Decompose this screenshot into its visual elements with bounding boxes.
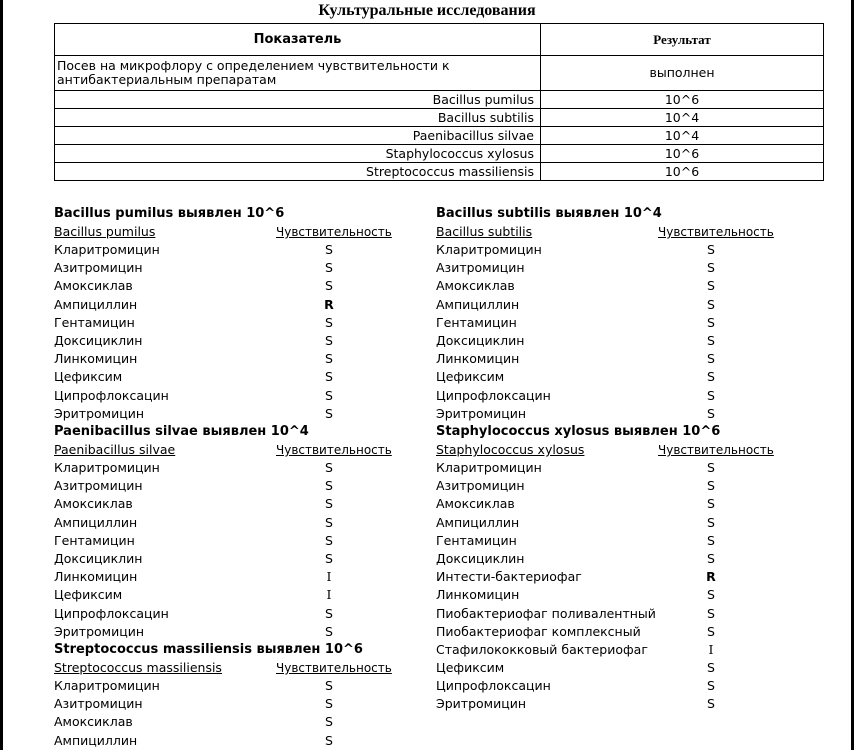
antibiotic-name: Гентамицин [436,532,517,548]
antibiotic-row [436,241,776,259]
sensitivity-result: S [325,314,333,330]
section-subheader [54,441,394,459]
sensitivity-result: S [707,242,715,257]
antibiotic-row [436,514,776,532]
sensitivity-result: S [707,696,715,712]
organism-label: Staphylococcus xylosus [436,442,585,457]
antibiotic-row [54,532,394,550]
antibiotic-row [436,695,776,713]
sensitivity-section-streptococcus-massiliensis [54,641,394,750]
table-row [55,163,824,181]
antibiotic-row [54,586,394,604]
antibiotic-name: Ципрофлоксацин [54,605,169,621]
sensitivity-label: Чувствительность [658,443,774,457]
sensitivity-label: Чувствительность [276,661,392,675]
antibiotic-row [54,514,394,532]
antibiotic-row [54,550,394,568]
sensitivity-result: S [325,478,333,494]
sensitivity-result: S [707,405,715,421]
antibiotic-name: Амоксиклав [436,496,515,512]
sensitivity-result: S [325,278,333,294]
antibiotic-row [436,550,776,568]
table-row [55,91,824,109]
antibiotic-row [436,296,776,314]
sensitivity-result: S [325,714,333,730]
antibiotic-row [54,495,394,513]
organism-name: Bacillus subtilis [55,109,541,127]
table-row [55,145,824,163]
antibiotic-row [54,259,394,277]
sensitivity-section-staphylococcus-xylosus [436,423,776,714]
antibiotic-name: Линкомицин [54,351,138,367]
sensitivity-result: S [325,623,333,639]
antibiotic-name: Стафилококковый бактериофаг [436,641,648,657]
antibiotic-name: Гентамицин [436,314,517,330]
antibiotic-name: Азитромицин [436,260,525,276]
sensitivity-result: S [707,605,715,621]
sensitivity-result: S [707,514,715,530]
antibiotic-row [54,241,394,259]
sensitivity-result: S [325,387,333,403]
results-table [54,23,824,181]
sensitivity-result: S [707,351,715,367]
antibiotic-name: Линкомицин [54,569,138,585]
section-title: Paenibacillus silvae выявлен 10^4 [54,424,309,439]
sensitivity-result: S [325,242,333,257]
organism-count: 10^4 [541,127,824,145]
antibiotic-name: Цефиксим [436,660,505,676]
antibiotic-row [436,350,776,368]
organism-count: 10^6 [541,163,824,181]
antibiotic-row [54,350,394,368]
antibiotic-name: Кларитромицин [54,678,160,693]
antibiotic-name: Ампициллин [54,514,138,530]
sensitivity-result: S [707,550,715,566]
organism-label: Paenibacillus silvae [54,442,176,457]
table-row [55,127,824,145]
organism-name: Bacillus pumilus [55,91,541,109]
antibiotic-name: Кларитромицин [436,460,542,475]
antibiotic-row [54,368,394,386]
sensitivity-section-bacillus-subtilis [436,205,776,423]
sensitivity-label: Чувствительность [276,443,392,457]
page-border-left [0,0,3,750]
table-row [55,109,824,127]
antibiotic-name: Пиобактериофаг комплексный [436,623,641,639]
sensitivity-result: S [325,351,333,367]
sensitivity-result: S [325,260,333,276]
antibiotic-name: Гентамицин [54,532,135,548]
sensitivity-result: S [707,496,715,512]
antibiotic-row [436,387,776,405]
sensitivity-result: S [325,496,333,512]
sensitivity-result: S [707,532,715,548]
antibiotic-row [54,477,394,495]
sensitivity-result: S [707,332,715,348]
antibiotic-row [54,332,394,350]
antibiotic-name: Азитромицин [54,478,143,494]
document-title: Культуральные исследования [318,2,536,19]
antibiotic-name: Эритромицин [54,405,145,421]
sensitivity-result: S [707,296,715,312]
sensitivity-result: S [707,369,715,385]
organism-name: Staphylococcus xylosus [55,145,541,163]
antibiotic-row [436,641,776,659]
section-subheader [54,659,394,677]
sensitivity-result: S [707,278,715,294]
antibiotic-row [436,405,776,423]
sensitivity-result: S [325,732,333,748]
antibiotic-row [54,405,394,423]
sensitivity-result: S [707,478,715,494]
sensitivity-result: S [325,696,333,712]
antibiotic-row [436,259,776,277]
antibiotic-name: Цефиксим [54,587,123,603]
section-title: Bacillus subtilis выявлен 10^4 [436,206,662,221]
antibiotic-name: Гентамицин [54,314,135,330]
antibiotic-name: Ампициллин [54,732,138,748]
test-result: выполнен [541,56,824,91]
antibiotic-name: Доксициклин [54,550,143,566]
sensitivity-result: S [707,587,715,603]
sensitivity-result: S [325,678,333,693]
antibiotic-row [436,532,776,550]
sensitivity-result: S [325,369,333,385]
sensitivity-result: S [325,514,333,530]
section-title: Bacillus pumilus выявлен 10^6 [54,206,285,221]
antibiotic-name: Ампициллин [436,296,520,312]
antibiotic-row [54,296,394,314]
sensitivity-result: S [707,660,715,676]
antibiotic-row [436,314,776,332]
sensitivity-result: I [326,587,332,603]
organism-label: Bacillus pumilus [54,224,156,239]
antibiotic-row [54,605,394,623]
antibiotic-name: Азитромицин [436,478,525,494]
antibiotic-name: Цефиксим [54,369,123,385]
antibiotic-row [436,495,776,513]
sensitivity-result: R [706,569,716,585]
column-header-result: Результат [541,24,824,56]
section-subheader [436,223,776,241]
antibiotic-row [436,659,776,677]
organism-count: 10^6 [541,145,824,163]
antibiotic-row [436,368,776,386]
sensitivity-result: S [707,678,715,694]
antibiotic-name: Доксициклин [436,550,525,566]
sensitivity-result: S [707,460,715,475]
antibiotic-row [54,568,394,586]
test-name: Посев на микрофлору с определением чувствительности к антибактериальным препаратам [55,56,541,91]
section-title: Streptococcus massiliensis выявлен 10^6 [54,642,363,657]
antibiotic-name: Амоксиклав [54,496,133,512]
antibiotic-name: Азитромицин [54,260,143,276]
antibiotic-row [436,459,776,477]
antibiotic-row [54,277,394,295]
antibiotic-row [54,695,394,713]
organism-name: Paenibacillus silvae [55,127,541,145]
sensitivity-result: S [325,550,333,566]
antibiotic-name: Доксициклин [54,332,143,348]
antibiotic-row [54,459,394,477]
sensitivity-label: Чувствительность [658,225,774,239]
section-subheader [54,223,394,241]
antibiotic-row [54,677,394,695]
antibiotic-row [54,623,394,641]
antibiotic-name: Линкомицин [436,587,520,603]
antibiotic-row [436,477,776,495]
antibiotic-name: Линкомицин [436,351,520,367]
section-title: Staphylococcus xylosus выявлен 10^6 [436,424,721,439]
antibiotic-name: Кларитромицин [436,242,542,257]
sensitivity-result: S [707,260,715,276]
antibiotic-name: Эритромицин [436,696,527,712]
antibiotic-row [54,314,394,332]
sensitivity-result: S [325,532,333,548]
antibiotic-name: Эритромицин [436,405,527,421]
organism-label: Streptococcus massiliensis [54,660,222,675]
antibiotic-name: Кларитромицин [54,460,160,475]
organism-name: Streptococcus massiliensis [55,163,541,181]
column-header-indicator: Показатель [55,24,541,56]
antibiotic-name: Ампициллин [54,296,138,312]
sensitivity-label: Чувствительность [276,225,392,239]
sensitivity-result: I [708,641,714,657]
antibiotic-row [436,586,776,604]
antibiotic-row [54,732,394,750]
antibiotic-row [436,623,776,641]
antibiotic-name: Цефиксим [436,369,505,385]
sensitivity-result: S [707,623,715,639]
antibiotic-name: Ампициллин [436,514,520,530]
sensitivity-result: S [325,332,333,348]
antibiotic-name: Доксициклин [436,332,525,348]
antibiotic-name: Ципрофлоксацин [54,387,169,403]
sensitivity-result: I [326,569,332,585]
antibiotic-name: Амоксиклав [54,278,133,294]
organism-count: 10^6 [541,91,824,109]
antibiotic-row [436,277,776,295]
antibiotic-name: Пиобактериофаг поливалентный [436,605,656,621]
antibiotic-name: Амоксиклав [54,714,133,730]
antibiotic-row [436,677,776,695]
sensitivity-result: S [325,405,333,421]
antibiotic-name: Амоксиклав [436,278,515,294]
table-row [55,56,824,91]
sensitivity-result: S [707,314,715,330]
section-subheader [436,441,776,459]
table-header-row [55,24,824,56]
antibiotic-row [436,332,776,350]
antibiotic-name: Интести-бактериофаг [436,569,582,585]
organism-count: 10^4 [541,109,824,127]
antibiotic-name: Азитромицин [54,696,143,712]
antibiotic-row [436,568,776,586]
antibiotic-row [54,713,394,731]
organism-label: Bacillus subtilis [436,224,533,239]
antibiotic-name: Эритромицин [54,623,145,639]
sensitivity-section-paenibacillus-silvae [54,423,394,641]
antibiotic-name: Ципрофлоксацин [436,678,551,694]
sensitivity-result: R [324,296,334,312]
antibiotic-name: Кларитромицин [54,242,160,257]
sensitivity-result: S [325,605,333,621]
antibiotic-row [436,605,776,623]
sensitivity-result: S [707,387,715,403]
antibiotic-name: Ципрофлоксацин [436,387,551,403]
sensitivity-result: S [325,460,333,475]
sensitivity-section-bacillus-pumilus [54,205,394,423]
antibiotic-row [54,387,394,405]
